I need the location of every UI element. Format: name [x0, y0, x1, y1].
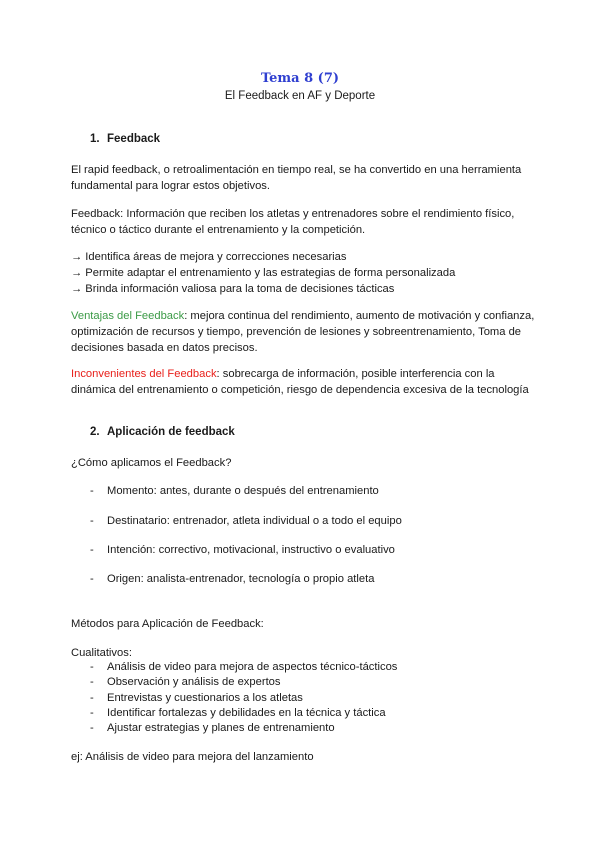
advantages-label: Ventajas del Feedback: [71, 310, 185, 322]
arrow-list: [71, 249, 541, 297]
bullet-dash: -: [90, 661, 94, 673]
disadvantages-text: : sobrecarga de información, posible interferencia con la dinámica del entrenamiento o competición, riesgo de dependencia excesiva de la tecnología: [71, 368, 529, 396]
bullet-dash: -: [90, 544, 94, 556]
how-item: [90, 515, 402, 527]
arrow-item: → Permite adaptar el entrenamiento y las estrategias de forma personalizada: [71, 267, 456, 279]
bullet-dash: -: [90, 691, 94, 704]
section-1-heading: [90, 133, 160, 145]
bullet-dash: -: [90, 573, 94, 585]
section-2-heading: [90, 426, 235, 438]
how-item-text: Origen: analista-entrenador, tecnología o propio atleta: [107, 573, 375, 585]
qualitative-item: [90, 706, 397, 721]
qualitative-title: Cualitativos:: [71, 647, 132, 659]
document-title: Tema 8 (7): [260, 71, 340, 86]
qualitative-item: [90, 721, 397, 736]
how-item: [90, 485, 379, 497]
disadvantages-paragraph: [71, 366, 541, 398]
qualitative-item-text: Análisis de video para mejora de aspectos técnico-tácticos: [107, 661, 398, 673]
bullet-dash: -: [90, 515, 94, 527]
bullet-dash: -: [90, 676, 94, 689]
definition-paragraph: Feedback: Información que reciben los atletas y entrenadores sobre el rendimiento físico, técnico o táctico durante el entrenamiento y la competición.: [71, 208, 515, 236]
qualitative-item-text: Ajustar estrategias y planes de entrenamiento: [107, 722, 335, 735]
section-title: Aplicación de feedback: [107, 426, 235, 438]
qualitative-item-text: Entrevistas y cuestionarios a los atletas: [107, 691, 303, 704]
qualitative-item-text: Identificar fortalezas y debilidades en la técnica y táctica: [107, 706, 386, 719]
qualitative-item-text: Observación y análisis de expertos: [107, 676, 281, 689]
section-number: 1.: [90, 133, 100, 145]
bullet-dash: -: [90, 722, 94, 735]
how-item-text: Destinatario: entrenador, atleta individual o a todo el equipo: [107, 515, 402, 527]
document-subtitle: El Feedback en AF y Deporte: [224, 90, 376, 102]
bullet-dash: -: [90, 706, 94, 719]
disadvantages-label: Inconvenientes del Feedback: [71, 368, 217, 380]
example-line: ej: Análisis de video para mejora del lanzamiento: [71, 751, 314, 763]
section-title: Feedback: [107, 133, 161, 145]
qualitative-list: [90, 660, 397, 736]
advantages-text: : mejora continua del rendimiento, aumento de motivación y confianza, optimización de recursos y tiempo, prevención de lesiones y sobreentrenamiento, Toma de decisiones basada en datos precisos.: [71, 310, 535, 354]
methods-title: Métodos para Aplicación de Feedback:: [71, 618, 264, 630]
arrow-item: → Brinda información valiosa para la toma de decisiones tácticas: [71, 283, 395, 295]
question-line: ¿Cómo aplicamos el Feedback?: [71, 457, 232, 469]
qualitative-item: [90, 691, 397, 706]
how-item: [90, 573, 374, 585]
qualitative-item: [90, 675, 397, 690]
how-item-text: Momento: antes, durante o después del entrenamiento: [107, 485, 379, 497]
how-item-text: Intención: correctivo, motivacional, instructivo o evaluativo: [107, 544, 395, 556]
bullet-dash: -: [90, 485, 94, 497]
section-number: 2.: [90, 426, 100, 438]
advantages-paragraph: [71, 308, 541, 356]
how-item: [90, 544, 395, 556]
qualitative-item: [90, 660, 397, 675]
intro-paragraph: El rapid feedback, o retroalimentación en tiempo real, se ha convertido en una herramienta fundamental para lograr estos objetivos.: [71, 164, 522, 192]
arrow-item: → Identifica áreas de mejora y correcciones necesarias: [71, 251, 347, 263]
